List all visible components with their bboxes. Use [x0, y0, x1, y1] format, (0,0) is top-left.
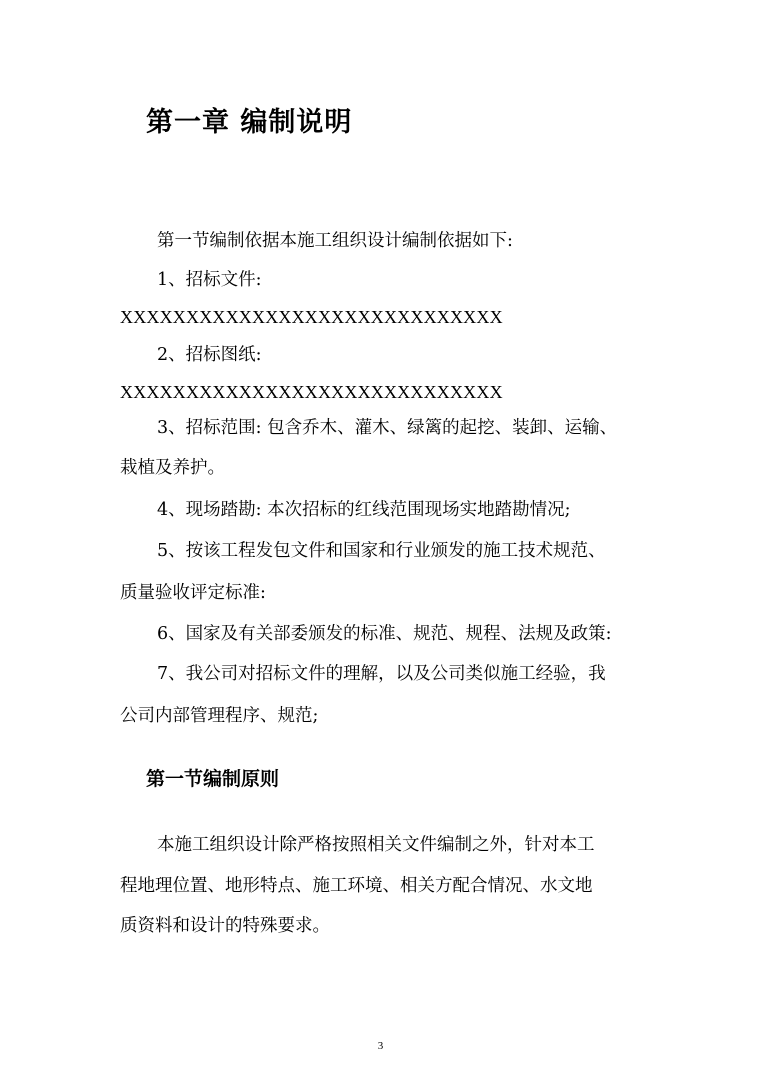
section-title-principles: 第一节编制原则: [146, 768, 280, 790]
basis-item-7-line-1: 7、我公司对招标文件的理解，以及公司类似施工经验，我: [157, 664, 606, 684]
basis-item-1-label: 1、招标文件:: [157, 270, 262, 290]
chapter-title: 第一章 编制说明: [146, 107, 353, 138]
basis-item-2-label: 2、招标图纸:: [157, 345, 262, 365]
basis-item-1-value: XXXXXXXXXXXXXXXXXXXXXXXXXXXXX: [120, 307, 503, 327]
basis-item-5-line-2: 质量验收评定标准:: [120, 583, 266, 603]
basis-item-3-line-2: 栽植及养护。: [120, 458, 225, 478]
principles-line-3: 质资料和设计的特殊要求。: [120, 916, 330, 936]
principles-line-1: 本施工组织设计除严格按照相关文件编制之外，针对本工: [157, 835, 595, 855]
basis-item-5-line-1: 5、按该工程发包文件和国家和行业颁发的施工技术规范、: [157, 541, 606, 561]
basis-item-3-line-1: 3、招标范围: 包含乔木、灌木、绿篱的起挖、装卸、运输、: [157, 418, 618, 438]
basis-item-2-value: XXXXXXXXXXXXXXXXXXXXXXXXXXXXX: [120, 382, 503, 402]
basis-item-4: 4、现场踏勘: 本次招标的红线范围现场实地踏勘情况;: [157, 500, 571, 520]
basis-intro: 第一节编制依据本施工组织设计编制依据如下:: [157, 231, 513, 251]
principles-line-2: 程地理位置、地形特点、施工环境、相关方配合情况、水文地: [120, 876, 593, 896]
page-number: 3: [377, 1040, 384, 1052]
basis-item-7-line-2: 公司内部管理程序、规范;: [120, 706, 319, 726]
basis-item-6: 6、国家及有关部委颁发的标准、规范、规程、法规及政策:: [157, 624, 612, 644]
